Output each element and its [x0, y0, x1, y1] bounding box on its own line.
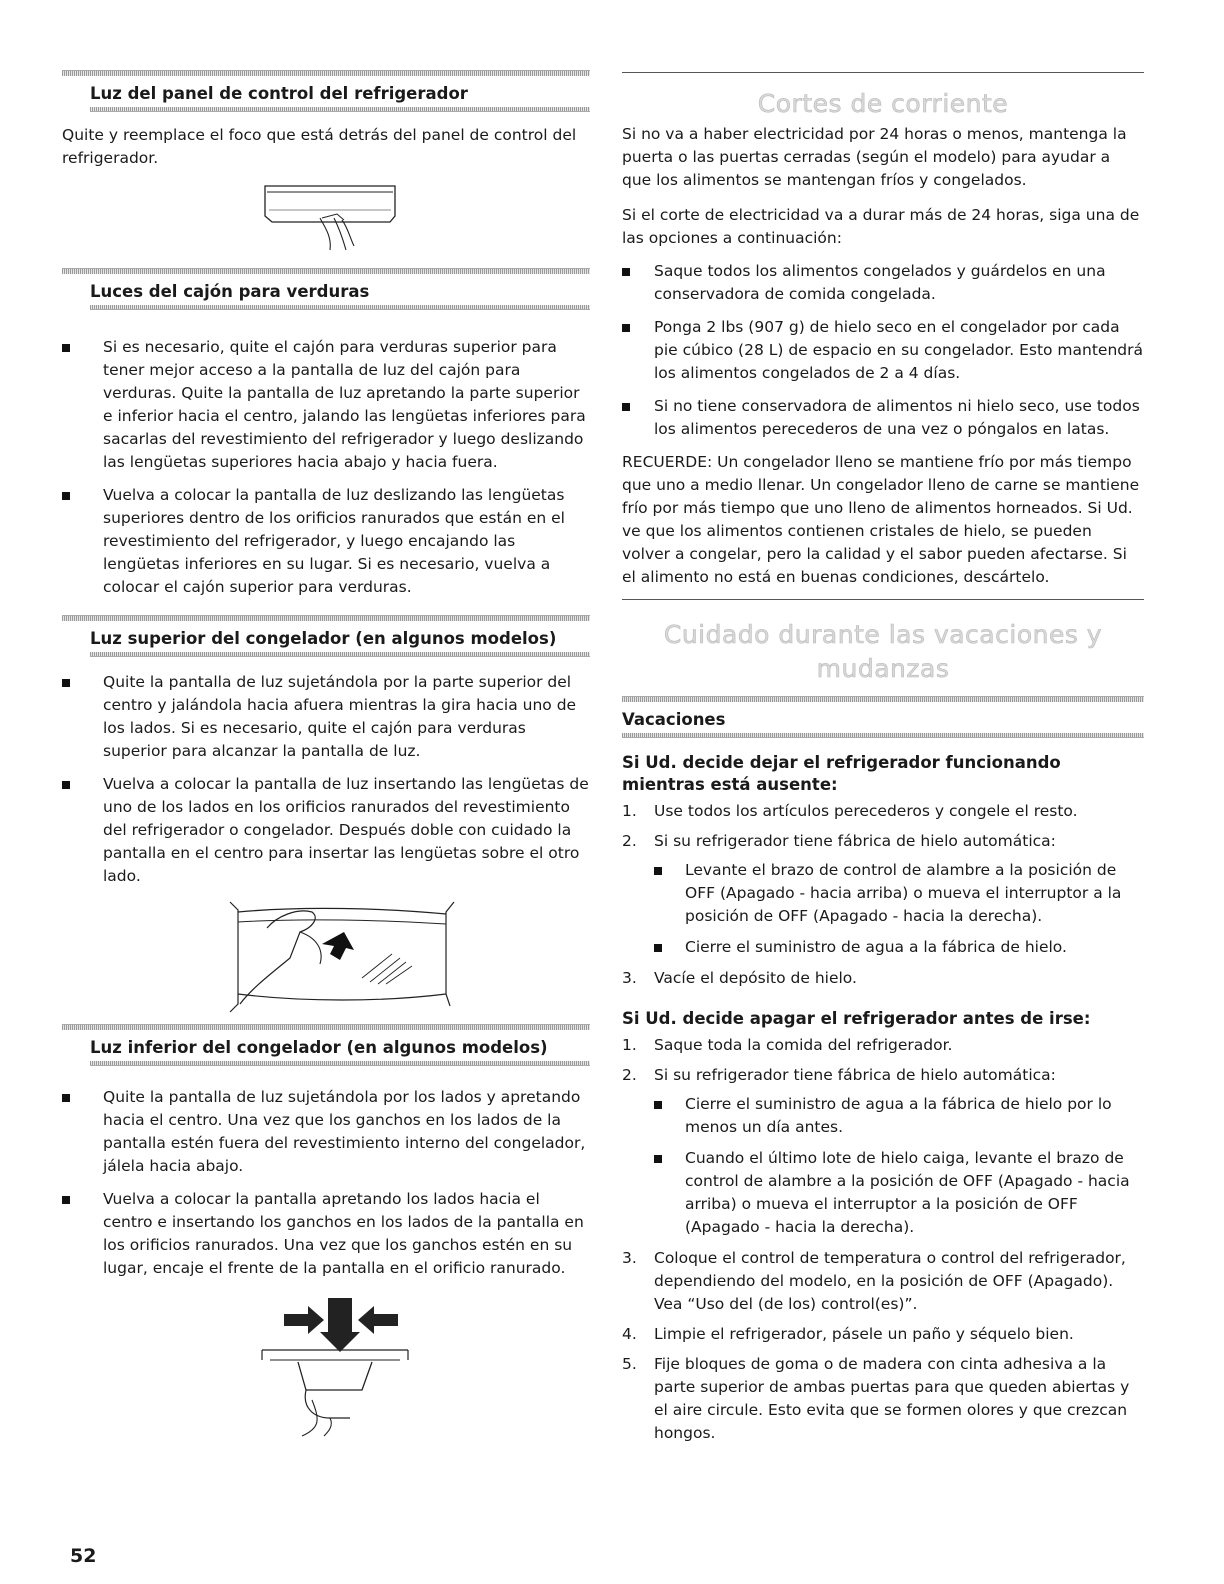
- list-item: 5. Fije bloques de goma o de madera con cinta adhesiva a la parte superior de ambas puertas para que queden abiertas y el aire circule. Esto evita que se formen olores y que crezcan hongos.: [622, 1355, 1130, 1442]
- section-header-lower-freezer-light: [62, 1024, 590, 1066]
- list-item: Vuelva a colocar la pantalla apretando los lados hacia el centro e insertando los ganchos en los lados de la pantalla en los orificios ranurados. Una vez que los ganchos estén en su lugar, encaje el frente de la pantalla en el orificio ranurado.: [62, 1188, 590, 1280]
- title-line-2: mudanzas: [816, 654, 950, 683]
- list-item: Vuelva a colocar la pantalla de luz insertando las lengüetas de uno de los lados en los orificios ranurados del revestimiento del refrigerador o congelador. Después doble con cuidado la pantalla en el centro para insertar las lengüetas sobre el otro lado.: [62, 773, 590, 888]
- page-number: 52: [70, 1545, 97, 1567]
- bullet-list: [62, 1086, 590, 1280]
- numbered-list: [622, 800, 1144, 990]
- divider: [622, 599, 1144, 600]
- left-column: [62, 70, 590, 1440]
- bullet-list: [62, 671, 590, 888]
- paragraph: Si no va a haber electricidad por 24 horas o menos, mantenga la puerta o las puertas cerradas (según el modelo) para ayudar a que los alimentos se mantengan fríos y congelados.: [622, 125, 1127, 189]
- section-header-upper-freezer-light: [62, 615, 590, 657]
- section-title: Luces del cajón para verduras: [90, 282, 370, 301]
- list-item: 3. Coloque el control de temperatura o control del refrigerador, dependiendo del modelo, en la posición de OFF (Apagado). Vea “Uso del (de los) control(es)”.: [622, 1249, 1126, 1313]
- list-item: Quite la pantalla de luz sujetándola por los lados y apretando hacia el centro. Una vez que los ganchos en los lados de la pantalla estén fuera del revestimiento interno del congelador, jálela hacia abajo.: [62, 1086, 590, 1178]
- list-item: Saque todos los alimentos congelados y guárdelos en una conservadora de comida congelada.: [622, 260, 1144, 306]
- list-item: Levante el brazo de control de alambre a la posición de OFF (Apagado - hacia arriba) o mueva el interruptor a la posición de OFF (Apagado - hacia la derecha).: [654, 859, 1144, 928]
- list-item: Vuelva a colocar la pantalla de luz deslizando las lengüetas superiores dentro de los orificios ranurados que están en el revestimiento del refrigerador, y luego encajando las lengüetas inferiores en su lugar. Si es necesario, vuelva a colocar el cajón superior para verduras.: [62, 484, 590, 599]
- section-header-control-panel-light: [62, 70, 590, 112]
- list-item: Quite la pantalla de luz sujetándola por la parte superior del centro y jalándola hacia afuera mientras la gira hacia uno de los lados. Si es necesario, quite el cajón para verduras superior para alcanzar la pantalla de luz.: [62, 671, 590, 763]
- list-item: 1. Use todos los artículos perecederos y congele el resto.: [622, 802, 1078, 820]
- subheading-running: Si Ud. decide dejar el refrigerador funcionando mientras está ausente:: [622, 753, 1061, 794]
- list-item: 2. Si su refrigerador tiene fábrica de hielo automática: Cierre el suministro de agua a la fábrica de hielo por lo menos un día antes. Cuando el último lote de hielo caiga, levante el brazo de control de alambre a la posición de OFF (Apagado - hacia arriba) o mueva el interruptor a la posición de OFF (Apagado - hacia la derecha).: [622, 1064, 1144, 1239]
- section-title: Luz superior del congelador (en algunos modelos): [90, 629, 557, 648]
- lower-freezer-light-illustration: [62, 1290, 590, 1440]
- list-item: Cierre el suministro de agua a la fábrica de hielo.: [654, 936, 1144, 959]
- bullet-list: [622, 260, 1144, 441]
- numbered-list: [622, 1034, 1144, 1445]
- section-title-vacation: [622, 618, 1144, 686]
- subheading-turn-off: Si Ud. decide apagar el refrigerador antes de irse:: [622, 1009, 1091, 1028]
- paragraph: Si el corte de electricidad va a durar más de 24 horas, siga una de las opciones a continuación:: [622, 206, 1140, 247]
- sub-bullet-list: [654, 1093, 1144, 1239]
- section-title: Luz inferior del congelador (en algunos modelos): [90, 1038, 548, 1057]
- list-item: 3. Vacíe el depósito de hielo.: [622, 969, 857, 987]
- paragraph: Quite y reemplace el foco que está detrás del panel de control del refrigerador.: [62, 126, 577, 167]
- sub-bullet-list: [654, 859, 1144, 959]
- bullet-list: [62, 336, 590, 599]
- list-item: Cuando el último lote de hielo caiga, levante el brazo de control de alambre a la posición de OFF (Apagado - hacia arriba) o mueva el interruptor a la posición de OFF (Apagado - hacia la derecha).: [654, 1147, 1144, 1239]
- divider: [622, 72, 1144, 73]
- title-line-1: Cuidado durante las vacaciones y: [663, 620, 1103, 649]
- right-column: [622, 70, 1144, 1452]
- section-title: Luz del panel de control del refrigerador: [90, 84, 468, 103]
- list-item: 2. Si su refrigerador tiene fábrica de hielo automática: Levante el brazo de control de alambre a la posición de OFF (Apagado - hacia arriba) o mueva el interruptor a la posición de OFF (Apagado - hacia la derecha). Cierre el suministro de agua a la fábrica de hielo.: [622, 830, 1144, 959]
- list-item: Cierre el suministro de agua a la fábrica de hielo por lo menos un día antes.: [654, 1093, 1144, 1139]
- section-header-vacations: [622, 696, 1144, 738]
- paragraph-recuerde: RECUERDE: Un congelador lleno se mantiene frío por más tiempo que uno a medio llenar. Un congelador lleno de carne se mantiene frío por más tiempo que uno lleno de alimentos horneados. Si Ud. ve que los alimentos contienen cristales de hielo, se pueden volver a congelar, pero la calidad y el sabor pueden afectarse. Si el alimento no está en buenas condiciones, descártelo.: [622, 453, 1140, 586]
- upper-freezer-light-illustration: [62, 898, 590, 1018]
- list-item: Si no tiene conservadora de alimentos ni hielo seco, use todos los alimentos perecederos de una vez o póngalos en latas.: [622, 395, 1144, 441]
- list-item: Ponga 2 lbs (907 g) de hielo seco en el congelador por cada pie cúbico (28 L) de espacio en su congelador. Esto mantendrá los alimentos congelados de 2 a 4 días.: [622, 316, 1144, 385]
- control-panel-light-illustration: [62, 180, 590, 260]
- list-item: 1. Saque toda la comida del refrigerador.: [622, 1036, 953, 1054]
- section-title: Vacaciones: [622, 710, 726, 729]
- list-item: Si es necesario, quite el cajón para verduras superior para tener mejor acceso a la pantalla de luz del cajón para verduras. Quite la pantalla de luz apretando la parte superior e inferior hacia el centro, jalando las lengüetas inferiores para sacarlas del revestimiento del refrigerador y luego deslizando las lengüetas superiores hacia abajo y hacia fuera.: [62, 336, 590, 474]
- list-item: 4. Limpie el refrigerador, pásele un paño y séquelo bien.: [622, 1325, 1074, 1343]
- section-header-crisper-lights: [62, 268, 590, 310]
- section-title-power-outage: Cortes de corriente: [757, 89, 1009, 118]
